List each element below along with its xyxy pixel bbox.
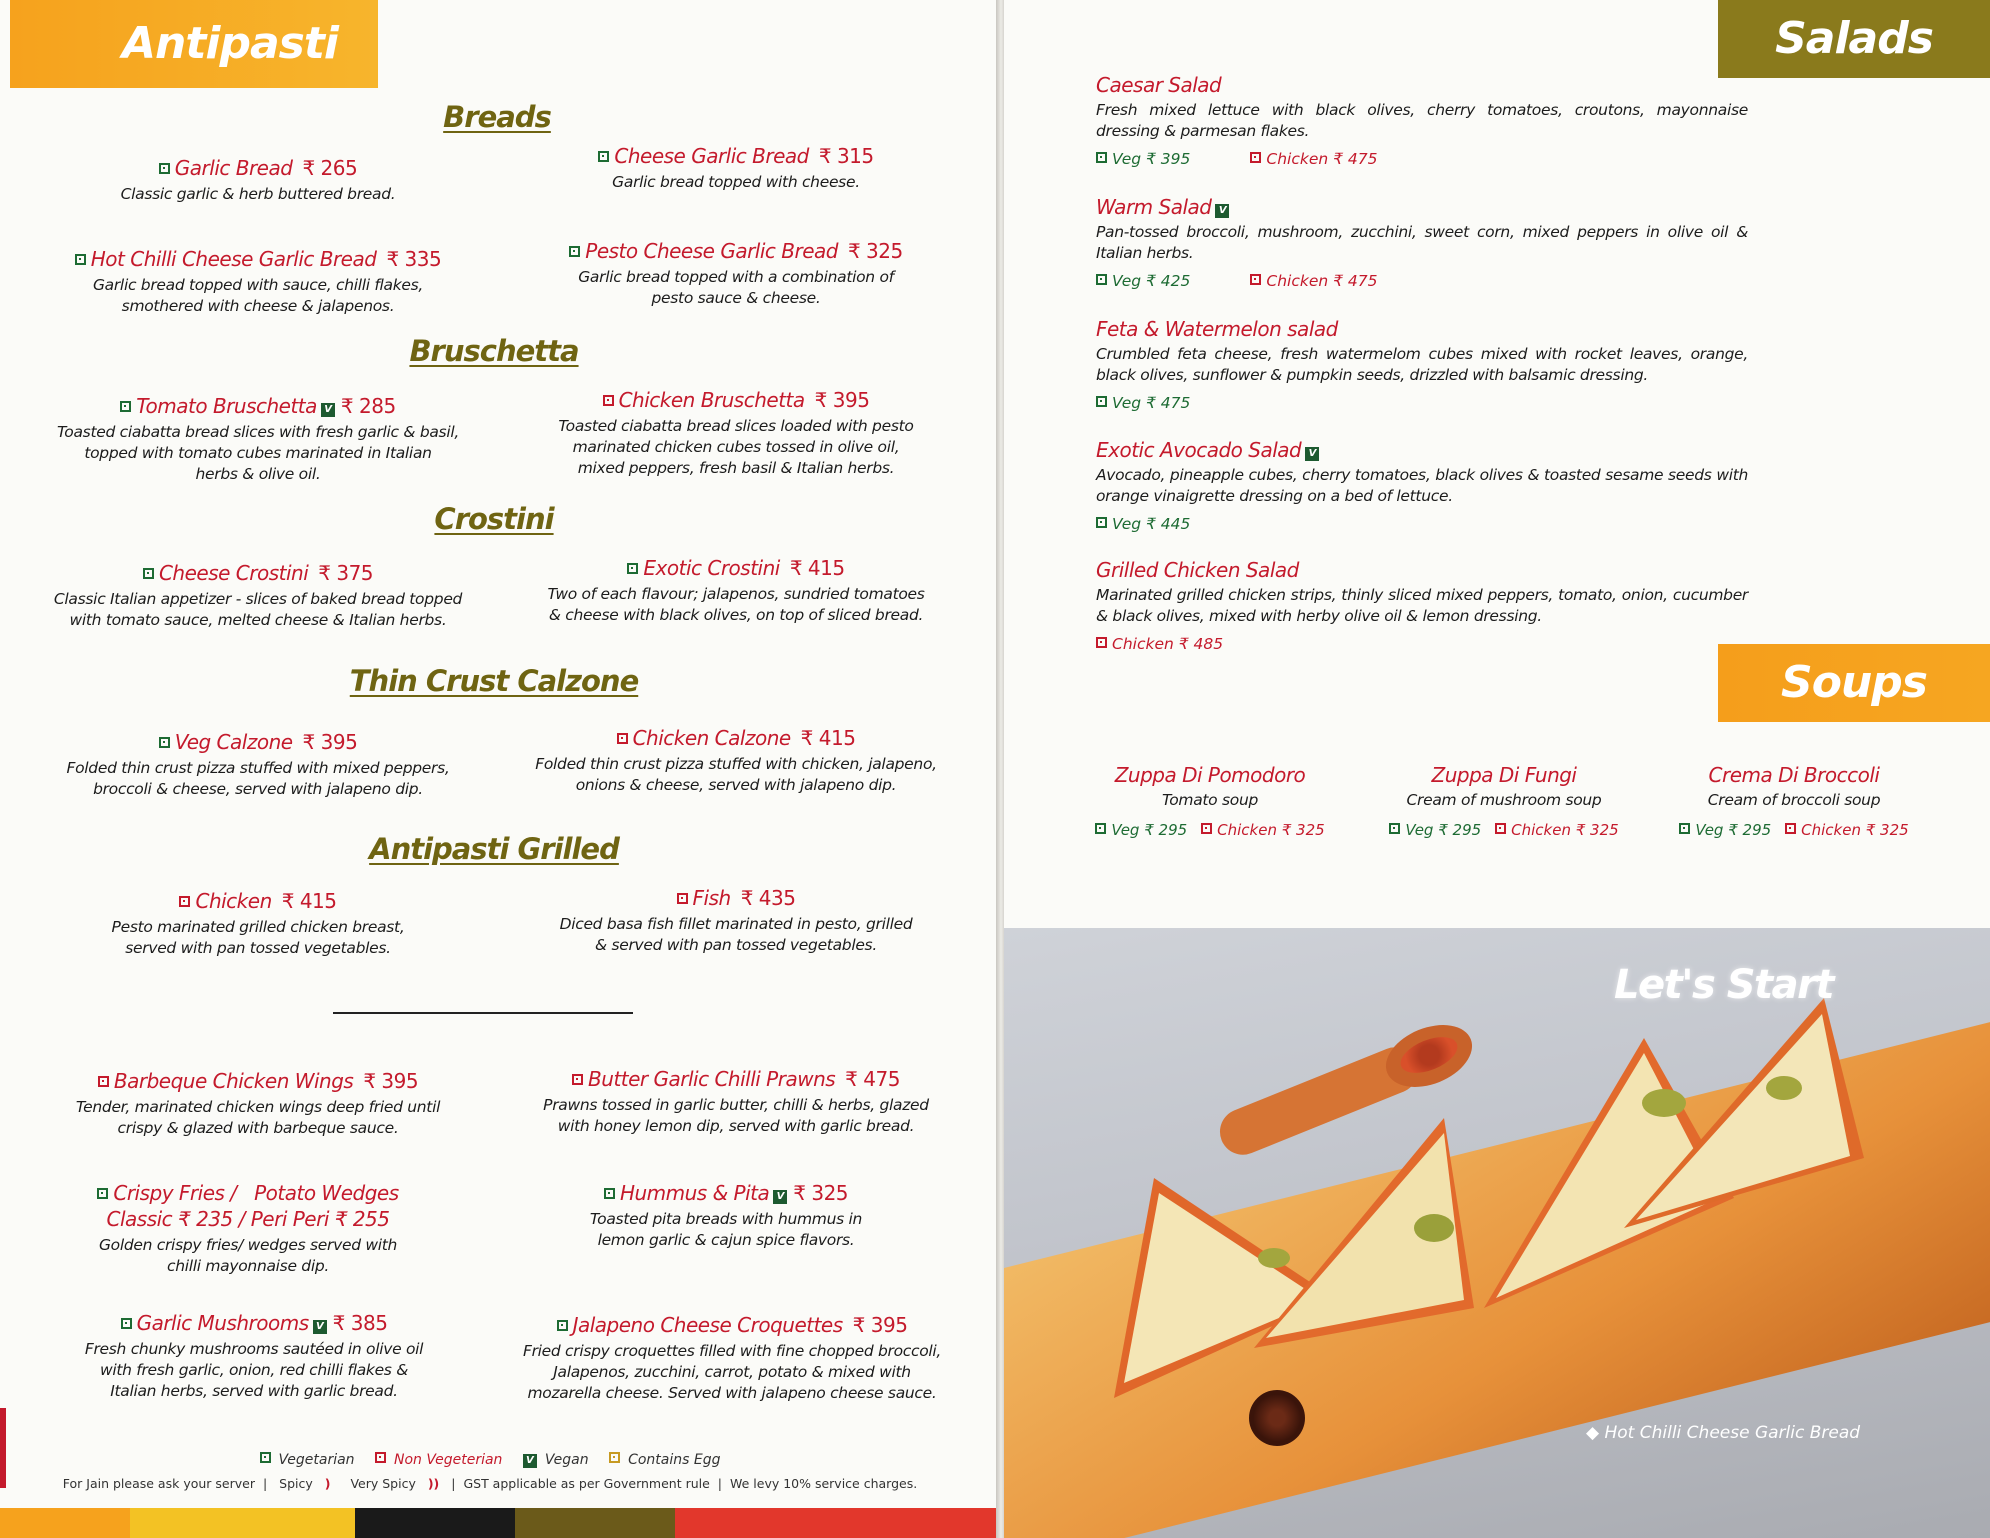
jain-note: For Jain please ask your server xyxy=(62,1476,255,1491)
item-name: Garlic Bread xyxy=(174,156,293,180)
photo-title: Let's Start xyxy=(1614,962,1833,1008)
menu-item-grilled-chicken xyxy=(58,888,458,959)
veg-icon xyxy=(1679,823,1690,834)
item-desc: Toasted ciabatta bread slices loaded with pesto xyxy=(558,417,914,435)
veg-icon xyxy=(75,254,86,265)
item-name: Chicken Calzone xyxy=(632,726,791,750)
vegan-icon: V xyxy=(321,403,335,417)
item-name: Tomato Bruschetta xyxy=(136,394,317,418)
salad-warm xyxy=(1096,194,1748,290)
soup-fungi xyxy=(1369,762,1639,839)
item-desc: Garlic bread topped with sauce, chilli flakes, xyxy=(92,276,424,294)
color-stripe xyxy=(0,1508,1000,1538)
veg-icon xyxy=(120,401,131,412)
item-desc: mozarella cheese. Served with jalapeno cheese sauce. xyxy=(527,1384,937,1402)
item-desc: Italian herbs, served with garlic bread. xyxy=(110,1382,398,1400)
non-veg-icon xyxy=(1096,637,1107,648)
veg-icon xyxy=(1389,823,1400,834)
veg-price: Veg ₹ 475 xyxy=(1112,394,1191,412)
spicy-icon: ) xyxy=(324,1476,331,1491)
menu-item-chicken-bruschetta xyxy=(516,387,956,479)
section-bruschetta: Bruschetta xyxy=(409,334,579,368)
item-desc: & served with pan tossed vegetables. xyxy=(595,936,877,954)
veg-icon xyxy=(121,1318,132,1329)
salad-feta-watermelon xyxy=(1096,316,1748,412)
salad-caesar xyxy=(1096,72,1748,168)
item-desc: Classic garlic & herb buttered bread. xyxy=(120,185,396,203)
item-desc: Garlic bread topped with a combination of xyxy=(578,268,894,286)
item-desc: crispy & glazed with barbeque sauce. xyxy=(117,1119,399,1137)
item-price: ₹ 325 xyxy=(793,1181,849,1205)
menu-item-chicken-calzone xyxy=(506,725,966,796)
veg-icon xyxy=(557,1320,568,1331)
pizza-slices-image xyxy=(1004,928,1990,1538)
menu-item-garlic-bread xyxy=(58,155,458,205)
veg-price: Veg ₹ 395 xyxy=(1112,150,1191,168)
menu-item-tomato-bruschetta xyxy=(48,393,468,485)
item-desc: Tender, marinated chicken wings deep fried until xyxy=(75,1098,441,1116)
item-desc: Pan-tossed broccoli, mushroom, zucchini, sweet corn, mixed peppers in olive oil & Italian herbs. xyxy=(1096,223,1748,262)
legend xyxy=(10,1452,970,1468)
item-name: Feta & Watermelon salad xyxy=(1096,317,1338,341)
item-name: Pesto Cheese Garlic Bread xyxy=(585,239,838,263)
veg-price: Veg ₹ 295 xyxy=(1111,821,1188,839)
item-price: ₹ 385 xyxy=(332,1311,388,1335)
soups-banner: Soups xyxy=(1718,644,1990,722)
item-desc: smothered with cheese & jalapenos. xyxy=(121,297,395,315)
item-desc: Diced basa fish fillet marinated in pesto, grilled xyxy=(559,915,913,933)
service-note: We levy 10% service charges. xyxy=(729,1476,918,1491)
item-desc: Crumbled feta cheese, fresh watermelom cubes mixed with rocket leaves, orange, black olives, sunflower & pumpkin seeds, drizzled with balsamic dressing. xyxy=(1096,345,1748,384)
item-name: Jalapeno Cheese Croquettes xyxy=(572,1313,843,1337)
veg-price: Veg ₹ 425 xyxy=(1112,272,1191,290)
non-veg-icon xyxy=(1495,823,1506,834)
veg-icon xyxy=(143,568,154,579)
vegan-icon: V xyxy=(1215,204,1229,218)
egg-icon xyxy=(609,1452,620,1463)
vegan-icon: V xyxy=(523,1454,537,1468)
item-desc: onions & cheese, served with jalapeno dip. xyxy=(575,776,897,794)
stripe-segment xyxy=(0,1508,130,1538)
antipasti-banner: Antipasti xyxy=(10,0,378,88)
item-desc: Prawns tossed in garlic butter, chilli & herbs, glazed xyxy=(543,1096,929,1114)
item-desc: Cream of mushroom soup xyxy=(1406,791,1602,809)
menu-item-hummus-pita xyxy=(506,1180,946,1251)
item-name: Garlic Mushrooms xyxy=(136,1311,309,1335)
item-name: Hot Chilli Cheese Garlic Bread xyxy=(90,247,377,271)
gst-note: GST applicable as per Government rule xyxy=(463,1476,710,1491)
non-veg-icon xyxy=(375,1452,386,1463)
item-price: ₹ 315 xyxy=(818,144,874,168)
non-veg-icon xyxy=(1201,823,1212,834)
salad-exotic-avocado xyxy=(1096,437,1748,533)
section-thin-crust-calzone: Thin Crust Calzone xyxy=(349,664,639,698)
section-crostini: Crostini xyxy=(434,502,554,536)
menu-item-jalapeno-cheese-croquettes xyxy=(502,1312,962,1404)
jalapeno-topping xyxy=(1766,1076,1802,1100)
menu-item-grilled-fish xyxy=(516,885,956,956)
item-desc: Golden crispy fries/ wedges served with xyxy=(98,1236,398,1254)
item-desc: Folded thin crust pizza stuffed with mixed peppers, xyxy=(66,759,450,777)
menu-item-bbq-chicken-wings xyxy=(38,1068,478,1139)
item-name: Hummus & Pita xyxy=(619,1181,770,1205)
menu-item-crispy-fries-potato-wedges xyxy=(38,1180,458,1277)
item-name: Caesar Salad xyxy=(1096,73,1222,97)
non-veg-icon xyxy=(1250,152,1261,163)
veg-price: Veg ₹ 295 xyxy=(1405,821,1482,839)
legend-nonveg: Non Vegeterian xyxy=(394,1452,503,1468)
veg-icon xyxy=(97,1188,108,1199)
footnote: For Jain please ask your server | Spicy ) Very Spicy )) | GST applicable as per Government rule | We levy 10% service charges. xyxy=(62,1476,918,1491)
non-veg-icon xyxy=(572,1074,583,1085)
non-veg-icon xyxy=(1785,823,1796,834)
item-desc: Toasted ciabatta bread slices with fresh garlic & basil, xyxy=(57,423,459,441)
veg-icon xyxy=(627,563,638,574)
divider xyxy=(333,1012,633,1014)
salads-soups-page xyxy=(1004,0,1990,1538)
item-name: Crispy Fries / Potato Wedges xyxy=(113,1181,399,1205)
menu-item-cheese-crostini xyxy=(38,560,478,631)
item-desc: Classic Italian appetizer - slices of baked bread topped xyxy=(53,590,463,608)
food-photo xyxy=(1004,928,1990,1538)
item-desc: Folded thin crust pizza stuffed with chicken, jalapeno, xyxy=(535,755,937,773)
item-desc: with honey lemon dip, served with garlic bread. xyxy=(557,1117,915,1135)
menu-item-butter-garlic-chilli-prawns xyxy=(516,1066,956,1137)
item-price: ₹ 415 xyxy=(281,889,337,913)
item-desc: Toasted pita breads with hummus in xyxy=(589,1210,863,1228)
chicken-price: Chicken ₹ 475 xyxy=(1266,272,1378,290)
item-desc: & cheese with black olives, on top of sliced bread. xyxy=(548,606,924,624)
chicken-price: Chicken ₹ 325 xyxy=(1217,821,1325,839)
menu-item-hot-chilli-cheese-garlic-bread xyxy=(28,246,488,317)
chicken-price: Chicken ₹ 485 xyxy=(1112,635,1224,653)
veg-price: Veg ₹ 295 xyxy=(1695,821,1772,839)
item-desc: Jalapenos, zucchini, carrot, potato & mixed with xyxy=(553,1363,911,1381)
item-desc: broccoli & cheese, served with jalapeno dip. xyxy=(93,780,423,798)
veg-icon xyxy=(159,163,170,174)
item-name: Exotic Crostini xyxy=(643,556,780,580)
item-price: ₹ 415 xyxy=(800,726,856,750)
item-price: ₹ 395 xyxy=(814,388,870,412)
veg-icon xyxy=(260,1452,271,1463)
caption-text: Hot Chilli Cheese Garlic Bread xyxy=(1604,1423,1861,1443)
menu-item-pesto-cheese-garlic-bread xyxy=(516,238,956,309)
item-name: Grilled Chicken Salad xyxy=(1096,558,1299,582)
non-veg-icon xyxy=(179,896,190,907)
page-edge-mark xyxy=(0,1408,6,1488)
item-desc: marinated chicken cubes tossed in olive oil, xyxy=(572,438,900,456)
item-name: Warm Salad xyxy=(1096,195,1212,219)
vegan-icon: V xyxy=(773,1190,787,1204)
item-name: Barbeque Chicken Wings xyxy=(113,1069,354,1093)
legend-vegan: Vegan xyxy=(544,1452,589,1468)
item-name: Chicken xyxy=(195,889,272,913)
soup-broccoli xyxy=(1659,762,1929,839)
item-desc: Fresh chunky mushrooms sautéed in olive oil xyxy=(84,1340,424,1358)
item-desc: Avocado, pineapple cubes, cherry tomatoes, black olives & toasted sesame seeds with orange vinaigrette dressing on a bed of lettuce. xyxy=(1096,466,1748,505)
jalapeno-topping xyxy=(1642,1089,1686,1117)
item-name: Cheese Garlic Bread xyxy=(614,144,809,168)
item-desc: Two of each flavour; jalapenos, sundried tomatoes xyxy=(547,585,925,603)
item-name: Zuppa Di Pomodoro xyxy=(1114,763,1306,787)
item-price: Classic ₹ 235 / Peri Peri ₹ 255 xyxy=(106,1207,390,1231)
soup-pomodoro xyxy=(1075,762,1345,839)
item-desc: Fresh mixed lettuce with black olives, cherry tomatoes, croutons, mayonnaise dressing & parmesan flakes. xyxy=(1096,101,1748,140)
non-veg-icon xyxy=(617,733,628,744)
stripe-segment xyxy=(130,1508,355,1538)
item-price: ₹ 265 xyxy=(302,156,358,180)
chicken-price: Chicken ₹ 325 xyxy=(1511,821,1619,839)
veg-icon xyxy=(1096,517,1107,528)
vegan-icon: V xyxy=(313,1320,327,1334)
non-veg-icon xyxy=(1250,274,1261,285)
item-name: Chicken Bruschetta xyxy=(618,388,805,412)
menu-item-exotic-crostini xyxy=(516,555,956,626)
item-desc: Tomato soup xyxy=(1161,791,1259,809)
stripe-segment xyxy=(515,1508,675,1538)
vegan-icon: V xyxy=(1305,447,1319,461)
item-price: ₹ 375 xyxy=(318,561,374,585)
veg-icon xyxy=(604,1188,615,1199)
item-price: ₹ 325 xyxy=(847,239,903,263)
salads-banner: Salads xyxy=(1718,0,1990,78)
legend-egg: Contains Egg xyxy=(628,1452,721,1468)
photo-caption: ◆ Hot Chilli Cheese Garlic Bread xyxy=(1586,1423,1861,1443)
item-desc: Pesto marinated grilled chicken breast, xyxy=(111,918,405,936)
item-price: ₹ 335 xyxy=(386,247,442,271)
item-name: Veg Calzone xyxy=(174,730,293,754)
item-name: Cheese Crostini xyxy=(158,561,309,585)
item-desc: mixed peppers, fresh basil & Italian herbs. xyxy=(577,459,895,477)
spicy-label: Spicy xyxy=(279,1476,313,1491)
veg-icon xyxy=(569,246,580,257)
non-veg-icon xyxy=(603,395,614,406)
item-price: ₹ 415 xyxy=(789,556,845,580)
non-veg-icon xyxy=(98,1076,109,1087)
menu-item-garlic-mushrooms xyxy=(44,1310,464,1402)
very-spicy-icon: )) xyxy=(427,1476,440,1491)
item-desc: lemon garlic & cajun spice flavors. xyxy=(597,1231,855,1249)
very-spicy-label: Very Spicy xyxy=(350,1476,416,1491)
chicken-price: Chicken ₹ 475 xyxy=(1266,150,1378,168)
item-desc: herbs & olive oil. xyxy=(195,465,321,483)
chicken-price: Chicken ₹ 325 xyxy=(1801,821,1909,839)
item-price: ₹ 395 xyxy=(302,730,358,754)
item-desc: served with pan tossed vegetables. xyxy=(125,939,391,957)
veg-icon xyxy=(159,737,170,748)
item-desc: Fried crispy croquettes filled with fine chopped broccoli, xyxy=(522,1342,942,1360)
stripe-segment xyxy=(355,1508,515,1538)
veg-icon xyxy=(1096,396,1107,407)
jalapeno-topping xyxy=(1258,1248,1290,1268)
item-desc: with fresh garlic, onion, red chilli flakes & xyxy=(99,1361,408,1379)
item-desc: with tomato sauce, melted cheese & Italian herbs. xyxy=(69,611,447,629)
menu-item-veg-calzone xyxy=(38,729,478,800)
menu-item-cheese-garlic-bread xyxy=(536,143,936,193)
item-name: Zuppa Di Fungi xyxy=(1431,763,1577,787)
section-breads: Breads xyxy=(443,100,551,134)
item-price: ₹ 395 xyxy=(852,1313,908,1337)
item-name: Fish xyxy=(692,886,731,910)
item-desc: Marinated grilled chicken strips, thinly sliced mixed peppers, tomato, onion, cucumber & black olives, mixed with herby olive oil & lemon dressing. xyxy=(1096,586,1748,625)
non-veg-icon xyxy=(677,893,688,904)
item-desc: topped with tomato cubes marinated in Italian xyxy=(84,444,432,462)
section-antipasti-grilled: Antipasti Grilled xyxy=(369,832,619,866)
stripe-segment xyxy=(675,1508,1000,1538)
salad-grilled-chicken xyxy=(1096,557,1748,653)
veg-icon xyxy=(1096,274,1107,285)
item-desc: Garlic bread topped with cheese. xyxy=(612,173,860,191)
veg-icon xyxy=(1096,152,1107,163)
item-name: Crema Di Broccoli xyxy=(1708,763,1880,787)
veg-price: Veg ₹ 445 xyxy=(1112,515,1191,533)
item-name: Exotic Avocado Salad xyxy=(1096,438,1302,462)
item-desc: Cream of broccoli soup xyxy=(1707,791,1881,809)
item-price: ₹ 435 xyxy=(740,886,796,910)
jalapeno-slice xyxy=(1249,1390,1305,1446)
item-price: ₹ 285 xyxy=(340,394,396,418)
item-name: Butter Garlic Chilli Prawns xyxy=(588,1067,836,1091)
legend-veg: Vegetarian xyxy=(278,1452,355,1468)
item-desc: pesto sauce & cheese. xyxy=(651,289,821,307)
item-price: ₹ 395 xyxy=(363,1069,419,1093)
veg-icon xyxy=(598,151,609,162)
veg-icon xyxy=(1095,823,1106,834)
item-desc: chilli mayonnaise dip. xyxy=(166,1257,330,1275)
item-price: ₹ 475 xyxy=(845,1067,900,1091)
jalapeno-topping xyxy=(1414,1214,1454,1242)
